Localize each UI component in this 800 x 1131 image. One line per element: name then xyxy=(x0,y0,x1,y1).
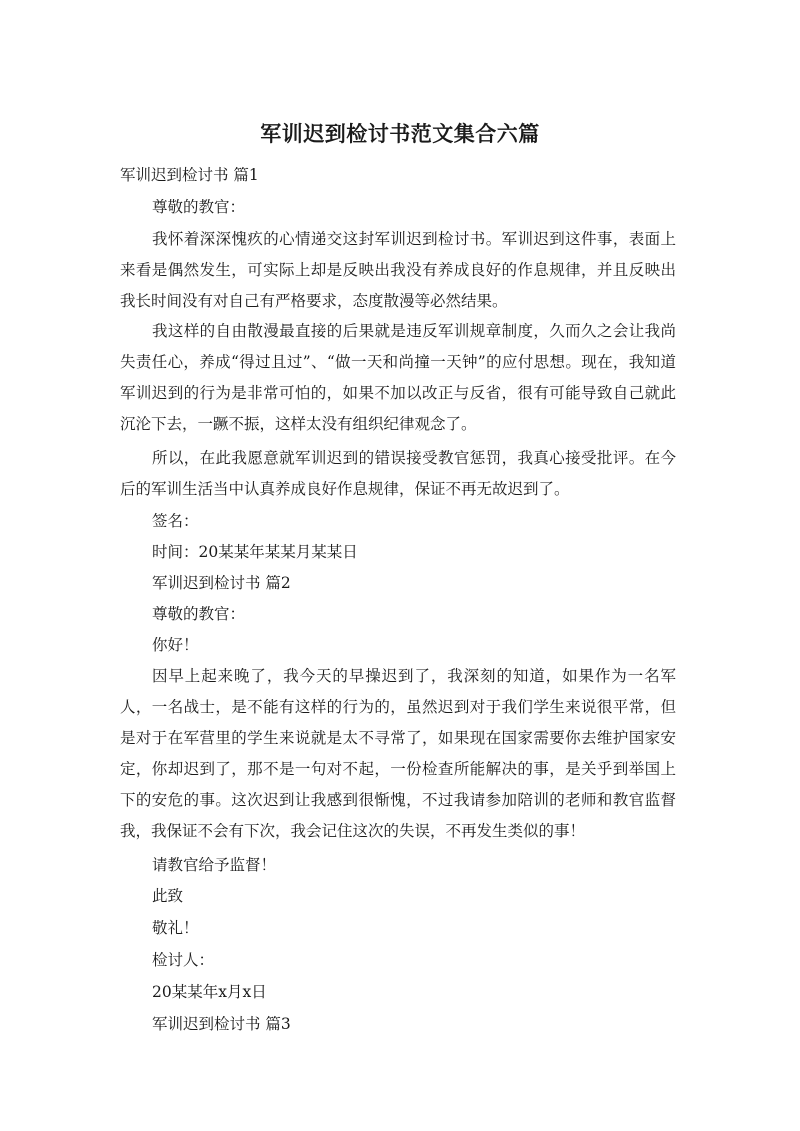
section1-paragraph-2: 我这样的自由散漫最直接的后果就是违反军训规章制度，久而久之会让我尚失责任心，养成“得过且过”、“做一天和尚撞一天钟”的应付思想。现在，我知道军训迟到的行为是非常可怕的，如果不加以改正与反省，很有可能导致自己就此沉沦下去，一蹶不振，这样太没有组织纪律观念了。 xyxy=(120,322,676,433)
section2-signer-block xyxy=(120,945,676,976)
section1-paragraph-3-block xyxy=(120,443,676,505)
section1-salutation-block xyxy=(120,192,676,223)
section2-paragraph-1-block xyxy=(120,661,676,847)
section1-heading-block xyxy=(120,160,676,191)
section1-signature: 签名： xyxy=(152,512,199,530)
section2-date-block xyxy=(120,977,676,1008)
document-title: 军训迟到检讨书范文集合六篇 xyxy=(260,122,540,146)
section3-heading: 军训迟到检讨书 篇3 xyxy=(152,1015,291,1033)
section2-closing-2-block xyxy=(120,913,676,944)
section2-closing-1: 此致 xyxy=(152,887,184,905)
section2-heading: 军训迟到检讨书 篇2 xyxy=(152,574,291,592)
section2-greeting: 你好！ xyxy=(152,636,199,654)
section1-paragraph-2-block xyxy=(120,316,676,440)
section2-salutation: 尊敬的教官： xyxy=(152,605,246,623)
section1-paragraph-1-block xyxy=(120,224,676,317)
section1-paragraph-1: 我怀着深深愧疚的心情递交这封军训迟到检讨书。军训迟到这件事，表面上来看是偶然发生，可实际上却是反映出我没有养成良好的作息规律，并且反映出我长时间没有对自己有严格要求，态度散漫等必然结果。 xyxy=(120,230,676,310)
section1-date: 时间：20某某年某某月某某日 xyxy=(152,543,358,561)
section2-greeting-block xyxy=(120,630,676,661)
section2-paragraph-2: 请教官给予监督！ xyxy=(152,856,277,874)
section1-heading: 军训迟到检讨书 篇1 xyxy=(120,166,259,184)
section2-paragraph-1: 因早上起来晚了，我今天的早操迟到了，我深刻的知道，如果作为一名军人，一名战士，是不能有这样的行为的，虽然迟到对于我们学生来说很平常，但是对于在军营里的学生来说就是太不寻常了，如果现在国家需要你去维护国家安定，你却迟到了，那不是一句对不起，一份检查所能解决的事，是关乎到举国上下的安危的事。这次迟到让我感到很惭愧，不过我请参加陪训的老师和教官监督我，我保证不会有下次，我会记住这次的失误，不再发生类似的事！ xyxy=(120,667,676,840)
section1-date-block xyxy=(120,537,676,568)
section1-salutation: 尊敬的教官： xyxy=(152,198,246,216)
section2-date: 20某某年x月x日 xyxy=(152,983,267,1001)
section2-heading-block xyxy=(120,568,676,599)
section3-heading-block xyxy=(120,1009,676,1040)
section1-paragraph-3: 所以，在此我愿意就军训迟到的错误接受教官惩罚，我真心接受批评。在今后的军训生活当中认真养成良好作息规律，保证不再无故迟到了。 xyxy=(120,449,676,498)
section2-closing-2: 敬礼！ xyxy=(152,919,199,937)
section2-paragraph-2-block xyxy=(120,850,676,881)
section2-closing-1-block xyxy=(120,881,676,912)
section2-signer: 检讨人： xyxy=(152,951,215,969)
section2-salutation-block xyxy=(120,599,676,630)
section1-signature-block xyxy=(120,506,676,537)
